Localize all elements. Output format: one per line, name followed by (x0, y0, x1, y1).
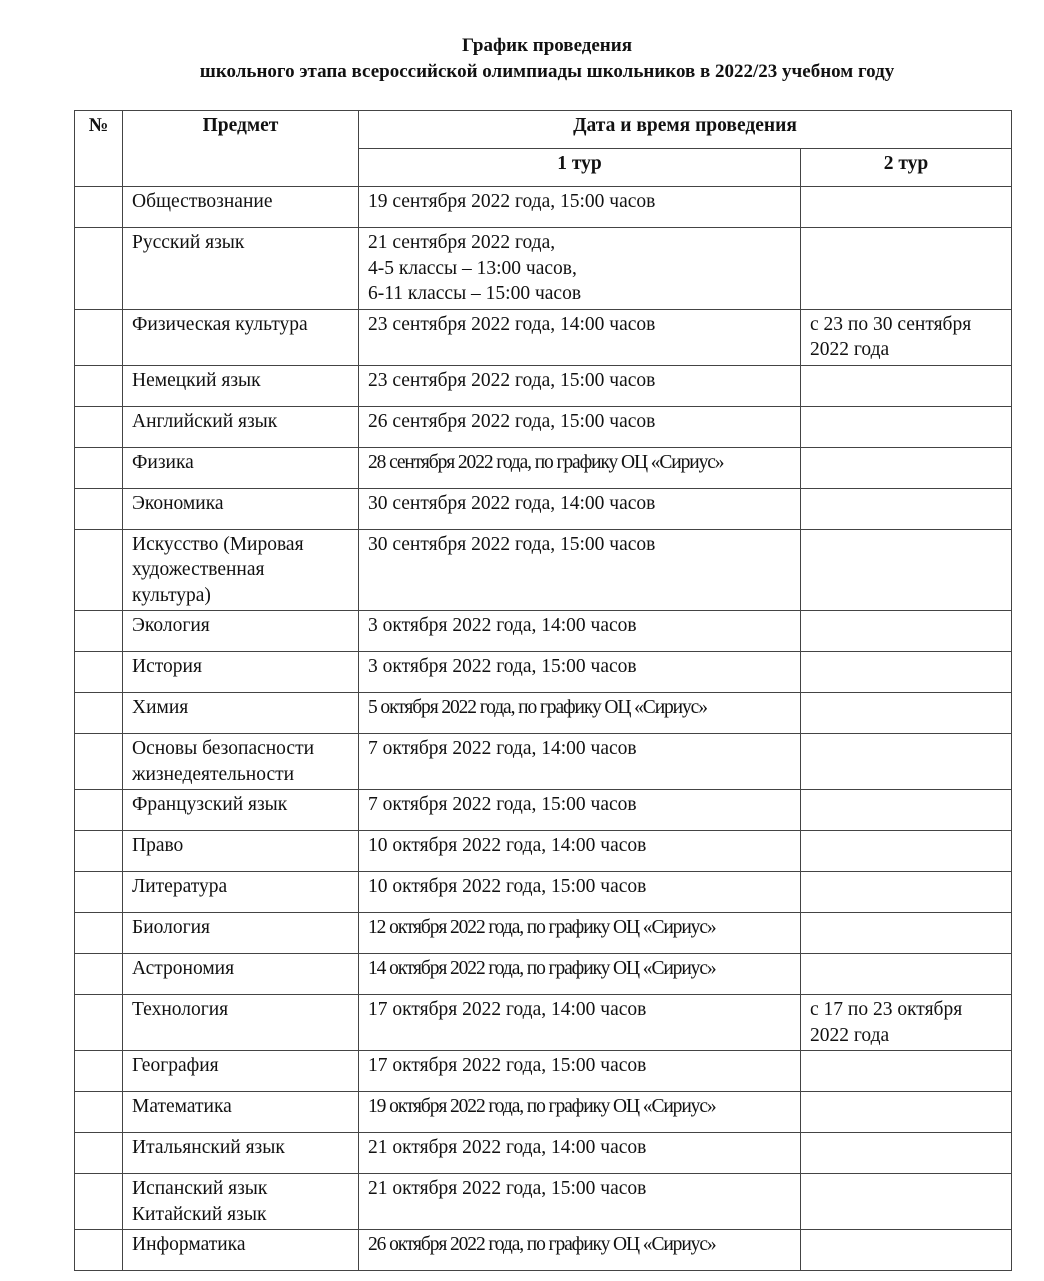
cell-round-2 (801, 611, 1012, 652)
table-row (75, 995, 1012, 1051)
cell-number (75, 611, 123, 652)
cell-subject (123, 1092, 359, 1133)
cell-round-1 (359, 954, 801, 995)
table-body (75, 187, 1012, 1271)
cell-subject (123, 447, 359, 488)
cell-round-1 (359, 831, 801, 872)
cell-round-2 (801, 790, 1012, 831)
cell-round-1-line: 5 октября 2022 года, по графику ОЦ «Сириус» (368, 697, 707, 718)
cell-subject-line: Физика (132, 451, 194, 473)
cell-round-1 (359, 913, 801, 954)
cell-round-2-line: с 23 по 30 сентября (810, 313, 972, 335)
cell-round-1 (359, 1092, 801, 1133)
table-row (75, 913, 1012, 954)
cell-subject-line: жизнедеятельности (132, 763, 295, 785)
table-row (75, 1092, 1012, 1133)
cell-subject-line: Французский язык (132, 794, 288, 815)
cell-subject (123, 995, 359, 1051)
cell-subject (123, 652, 359, 693)
cell-round-2 (801, 228, 1012, 310)
cell-round-2 (801, 1174, 1012, 1230)
cell-round-1-line: 19 октября 2022 года, по графику ОЦ «Сириус» (368, 1096, 716, 1117)
cell-subject-line: Искусство (Мировая (132, 533, 304, 555)
cell-subject-line: Английский язык (132, 410, 278, 432)
cell-number (75, 187, 123, 228)
schedule-table (74, 110, 1012, 1271)
cell-subject (123, 831, 359, 872)
page-title: График проведения (462, 35, 632, 56)
cell-subject-line: Итальянский язык (132, 1137, 285, 1158)
cell-number (75, 995, 123, 1051)
cell-round-1 (359, 734, 801, 790)
cell-subject-line: Русский язык (132, 232, 245, 253)
table-row (75, 872, 1012, 913)
cell-subject (123, 529, 359, 611)
cell-subject (123, 790, 359, 831)
cell-round-1-line: 19 сентября 2022 года, 15:00 часов (368, 191, 656, 212)
cell-round-1-line: 3 октября 2022 года, 14:00 часов (368, 615, 637, 636)
cell-subject (123, 734, 359, 790)
cell-number (75, 1174, 123, 1230)
cell-subject-line: Биология (132, 917, 211, 938)
cell-round-2 (801, 1133, 1012, 1174)
cell-subject-line: Литература (132, 876, 228, 897)
table-row (75, 790, 1012, 831)
cell-round-1-line: 4-5 классы – 13:00 часов, (368, 257, 577, 279)
cell-round-2 (801, 309, 1012, 365)
cell-round-1 (359, 995, 801, 1051)
cell-subject (123, 611, 359, 652)
cell-subject-line: Право (132, 835, 184, 856)
cell-subject-line: Физическая культура (132, 313, 308, 335)
cell-subject-line: культура) (132, 584, 211, 606)
cell-subject-line: Основы безопасности (132, 738, 315, 759)
cell-number (75, 790, 123, 831)
cell-round-2 (801, 529, 1012, 611)
cell-round-1 (359, 790, 801, 831)
cell-round-2 (801, 995, 1012, 1051)
header-number: № (75, 111, 123, 187)
cell-subject (123, 187, 359, 228)
table-row (75, 406, 1012, 447)
cell-subject-line: Экология (132, 615, 210, 636)
cell-round-1 (359, 652, 801, 693)
cell-number (75, 228, 123, 310)
cell-round-2 (801, 954, 1012, 995)
cell-number (75, 365, 123, 406)
cell-round-1-line: 10 октября 2022 года, 15:00 часов (368, 876, 647, 897)
header-subject: Предмет (123, 111, 359, 187)
table-row (75, 365, 1012, 406)
cell-round-1 (359, 872, 801, 913)
cell-round-1-line: 7 октября 2022 года, 15:00 часов (368, 794, 637, 815)
cell-round-1-line: 3 октября 2022 года, 15:00 часов (368, 656, 637, 677)
cell-round-1-line: 21 октября 2022 года, 14:00 часов (368, 1137, 647, 1158)
table-row (75, 831, 1012, 872)
cell-round-1 (359, 406, 801, 447)
cell-subject-line: Информатика (132, 1234, 246, 1255)
cell-round-1-line: 21 октября 2022 года, 15:00 часов (368, 1178, 647, 1199)
table-row (75, 529, 1012, 611)
cell-round-2 (801, 693, 1012, 734)
cell-subject (123, 1174, 359, 1230)
cell-number (75, 872, 123, 913)
cell-round-2-line: с 17 по 23 октября (810, 999, 963, 1020)
header-round-2: 2 тур (801, 149, 1012, 187)
cell-round-1-line: 26 сентября 2022 года, 15:00 часов (368, 410, 656, 432)
table-header (75, 111, 1012, 187)
cell-round-1 (359, 693, 801, 734)
cell-round-2 (801, 187, 1012, 228)
cell-round-2 (801, 652, 1012, 693)
cell-subject-line: Китайский язык (132, 1203, 267, 1225)
cell-subject-line: Технология (132, 999, 229, 1020)
cell-round-1-line: 10 октября 2022 года, 14:00 часов (368, 835, 647, 856)
cell-round-2 (801, 1230, 1012, 1271)
cell-number (75, 1230, 123, 1271)
table-row (75, 734, 1012, 790)
cell-subject (123, 872, 359, 913)
cell-number (75, 954, 123, 995)
cell-number (75, 1051, 123, 1092)
cell-subject (123, 1133, 359, 1174)
cell-number (75, 406, 123, 447)
cell-round-1-line: 23 сентября 2022 года, 15:00 часов (368, 369, 656, 391)
cell-number (75, 734, 123, 790)
table-row (75, 1174, 1012, 1230)
cell-number (75, 529, 123, 611)
cell-round-1 (359, 309, 801, 365)
cell-subject-line: Испанский язык (132, 1178, 268, 1199)
cell-round-2-line: 2022 года (810, 339, 890, 360)
cell-subject-line: Немецкий язык (132, 369, 261, 391)
cell-subject (123, 488, 359, 529)
table-row (75, 611, 1012, 652)
cell-subject (123, 913, 359, 954)
cell-round-2 (801, 406, 1012, 447)
cell-round-1 (359, 611, 801, 652)
table-row (75, 693, 1012, 734)
header-date-time: Дата и время проведения (359, 111, 1012, 149)
cell-number (75, 447, 123, 488)
table-row (75, 187, 1012, 228)
cell-round-2 (801, 1092, 1012, 1133)
cell-round-2 (801, 365, 1012, 406)
cell-round-1-line: 6-11 классы – 15:00 часов (368, 283, 582, 304)
header-round-1: 1 тур (359, 149, 801, 187)
cell-number (75, 309, 123, 365)
cell-subject (123, 406, 359, 447)
cell-round-1 (359, 187, 801, 228)
cell-number (75, 913, 123, 954)
cell-round-1-line: 30 сентября 2022 года, 14:00 часов (368, 492, 656, 514)
cell-subject-line: География (132, 1055, 219, 1076)
cell-round-2 (801, 872, 1012, 913)
cell-round-1 (359, 365, 801, 406)
table-row (75, 1051, 1012, 1092)
cell-subject-line: Астрономия (132, 958, 235, 979)
cell-round-1-line: 17 октября 2022 года, 15:00 часов (368, 1055, 647, 1076)
table-row (75, 488, 1012, 529)
cell-subject (123, 228, 359, 310)
cell-round-1-line: 23 сентября 2022 года, 14:00 часов (368, 313, 656, 335)
cell-round-1-line: 7 октября 2022 года, 14:00 часов (368, 738, 637, 759)
table-row (75, 1133, 1012, 1174)
table-row (75, 309, 1012, 365)
cell-subject (123, 309, 359, 365)
cell-number (75, 1133, 123, 1174)
cell-subject (123, 1230, 359, 1271)
cell-subject-line: Математика (132, 1096, 232, 1117)
cell-round-2 (801, 447, 1012, 488)
cell-subject (123, 365, 359, 406)
cell-subject-line: Химия (132, 697, 189, 718)
table-row (75, 1230, 1012, 1271)
cell-round-2 (801, 488, 1012, 529)
cell-subject-line: Экономика (132, 492, 224, 514)
cell-round-1 (359, 228, 801, 310)
cell-round-1-line: 17 октября 2022 года, 14:00 часов (368, 999, 647, 1020)
cell-subject (123, 693, 359, 734)
cell-round-1 (359, 1051, 801, 1092)
cell-subject-line: художественная (132, 559, 265, 580)
cell-round-1 (359, 1230, 801, 1271)
cell-subject (123, 954, 359, 995)
cell-round-2 (801, 734, 1012, 790)
cell-round-1 (359, 488, 801, 529)
table-row (75, 447, 1012, 488)
cell-round-1 (359, 1133, 801, 1174)
cell-number (75, 652, 123, 693)
cell-subject (123, 1051, 359, 1092)
cell-round-1 (359, 529, 801, 611)
cell-round-2 (801, 913, 1012, 954)
cell-round-1 (359, 1174, 801, 1230)
cell-round-2 (801, 831, 1012, 872)
table-row (75, 954, 1012, 995)
cell-round-1 (359, 447, 801, 488)
cell-number (75, 693, 123, 734)
cell-subject-line: Обществознание (132, 191, 273, 212)
cell-number (75, 831, 123, 872)
cell-number (75, 488, 123, 529)
page-subtitle: школьного этапа всероссийской олимпиады школьников в 2022/23 учебном году (199, 61, 895, 82)
cell-round-1-line: 21 сентября 2022 года, (368, 232, 556, 253)
table-row (75, 228, 1012, 310)
cell-round-2 (801, 1051, 1012, 1092)
cell-round-1-line: 14 октября 2022 года, по графику ОЦ «Сириус» (368, 958, 716, 979)
cell-round-1-line: 30 сентября 2022 года, 15:00 часов (368, 533, 656, 555)
table-row (75, 652, 1012, 693)
cell-subject-line: История (132, 656, 202, 677)
cell-number (75, 1092, 123, 1133)
cell-round-1-line: 12 октября 2022 года, по графику ОЦ «Сириус» (368, 917, 716, 938)
cell-round-2-line: 2022 года (810, 1024, 890, 1046)
cell-round-1-line: 26 октября 2022 года, по графику ОЦ «Сириус» (368, 1234, 716, 1255)
cell-round-1-line: 28 сентября 2022 года, по графику ОЦ «Сириус» (368, 451, 724, 473)
